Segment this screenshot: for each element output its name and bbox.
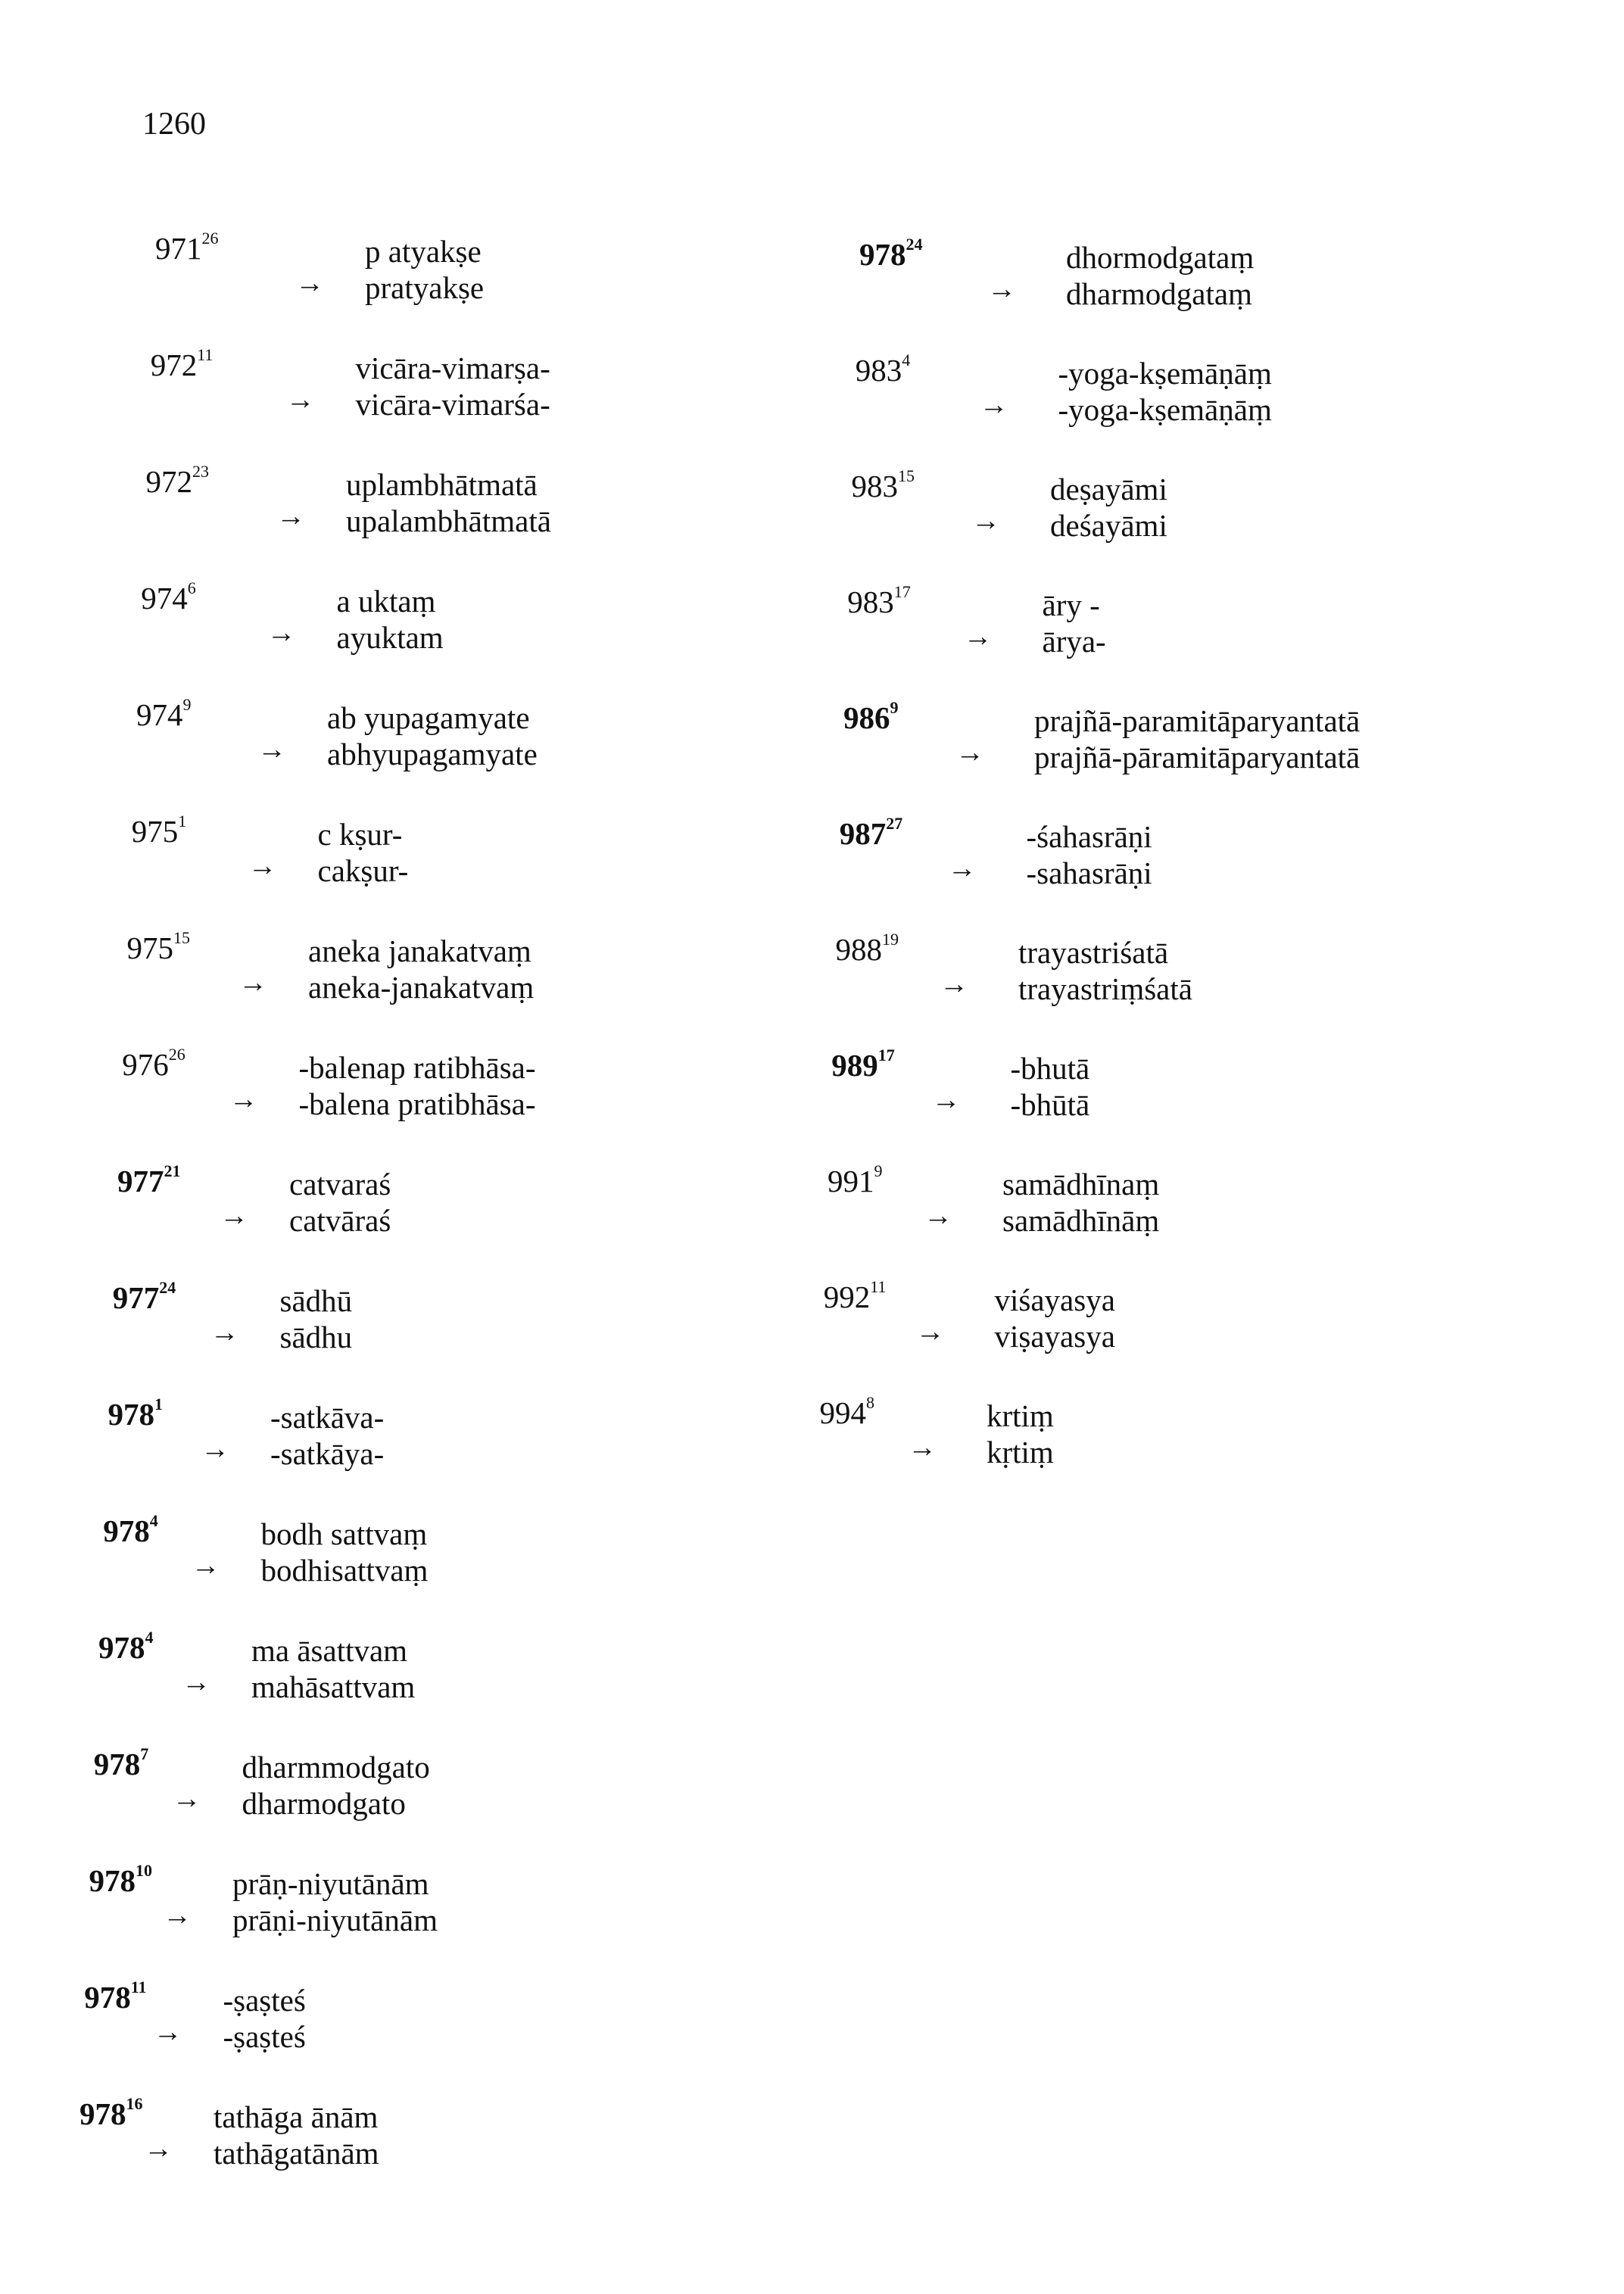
page-ref-number: 983 xyxy=(847,584,894,619)
correction-arrow-icon: → xyxy=(163,1900,192,1931)
page-line-reference xyxy=(847,584,911,620)
corrected-reading: mahāsattvam xyxy=(251,1669,416,1704)
page-line-reference xyxy=(852,468,915,504)
page-line-reference xyxy=(117,1163,181,1199)
page-ref-number: 976 xyxy=(122,1047,169,1082)
corrected-reading: upalambhātmatā xyxy=(346,503,551,538)
page-line-reference xyxy=(136,697,192,733)
page-ref-number: 983 xyxy=(855,353,902,388)
page-line-reference xyxy=(843,700,899,736)
erroneous-reading: uplambhātmatā xyxy=(346,467,538,502)
page-ref-number: 983 xyxy=(851,469,898,503)
line-ref-superscript: 9 xyxy=(874,1161,883,1180)
line-ref-superscript: 6 xyxy=(187,578,196,597)
corrected-reading: ārya- xyxy=(1042,624,1106,659)
line-ref-superscript: 21 xyxy=(164,1161,181,1180)
correction-arrow-icon: → xyxy=(257,734,286,765)
line-ref-superscript: 24 xyxy=(906,235,923,254)
page-line-reference xyxy=(84,1979,146,2015)
correction-arrow-icon: → xyxy=(276,500,305,532)
page-line-reference xyxy=(89,1862,153,1899)
line-ref-superscript: 1 xyxy=(178,812,187,831)
correction-arrow-icon: → xyxy=(924,1200,952,1232)
page-ref-number: 975 xyxy=(131,814,179,849)
erroneous-reading: dhormodgataṃ xyxy=(1066,240,1255,275)
line-ref-superscript: 10 xyxy=(136,1861,152,1880)
corrected-reading: -satkāya- xyxy=(270,1436,385,1471)
correction-arrow-icon: → xyxy=(248,850,277,882)
erroneous-reading: -ṣaṣteś xyxy=(223,1983,306,2018)
line-ref-superscript: 15 xyxy=(173,928,190,947)
page-ref-number: 978 xyxy=(89,1863,136,1898)
page-ref-number: 978 xyxy=(108,1397,154,1432)
page-line-reference xyxy=(836,931,899,968)
page-line-reference xyxy=(824,1279,887,1315)
corrected-reading: catvāraś xyxy=(289,1203,391,1238)
corrected-reading: kṛtiṃ xyxy=(987,1435,1054,1470)
correction-arrow-icon: → xyxy=(267,617,296,649)
page-ref-number: 986 xyxy=(843,700,890,735)
erroneous-reading: dharmmodgato xyxy=(242,1750,430,1784)
correction-arrow-icon: → xyxy=(201,1433,229,1465)
line-ref-superscript: 26 xyxy=(201,229,219,248)
correction-arrow-icon: → xyxy=(915,1316,945,1348)
correction-arrow-icon: → xyxy=(220,1200,248,1232)
corrected-reading: -yoga-kṣemāṇāṃ xyxy=(1058,392,1272,427)
erroneous-reading: a uktaṃ xyxy=(336,584,436,619)
page-line-reference xyxy=(141,580,196,616)
page-line-reference xyxy=(840,815,903,852)
page-line-reference xyxy=(113,1279,176,1316)
line-ref-superscript: 8 xyxy=(866,1393,874,1412)
line-ref-superscript: 7 xyxy=(140,1744,149,1763)
correction-arrow-icon: → xyxy=(955,737,984,768)
line-ref-superscript: 4 xyxy=(149,1511,158,1530)
correction-arrow-icon: → xyxy=(947,852,977,884)
page-line-reference xyxy=(94,1746,149,1782)
page-line-reference xyxy=(108,1396,164,1432)
erroneous-reading: -satkāva- xyxy=(270,1400,385,1435)
line-ref-superscript: 24 xyxy=(159,1278,176,1297)
page-line-reference xyxy=(828,1163,883,1199)
correction-arrow-icon: → xyxy=(210,1317,239,1348)
correction-arrow-icon: → xyxy=(285,384,315,416)
correction-arrow-icon: → xyxy=(172,1783,201,1815)
corrected-reading: deśayāmi xyxy=(1050,508,1167,543)
corrected-reading: -balena pratibhāsa- xyxy=(298,1086,536,1121)
correction-arrow-icon: → xyxy=(908,1432,937,1463)
page-ref-number: 975 xyxy=(126,930,173,965)
corrected-reading: vicāra-vimarśa- xyxy=(355,387,550,422)
page-line-reference xyxy=(122,1046,185,1083)
page-ref-number: 988 xyxy=(835,932,882,967)
page-line-reference xyxy=(127,930,191,966)
page-ref-number: 989 xyxy=(831,1048,878,1083)
page-ref-number: 994 xyxy=(819,1395,866,1430)
page-ref-number: 987 xyxy=(839,816,887,851)
correction-arrow-icon: → xyxy=(191,1550,220,1582)
page-ref-number: 977 xyxy=(112,1280,160,1315)
page-ref-number: 977 xyxy=(117,1164,164,1198)
page-ref-number: 978 xyxy=(98,1630,145,1665)
corrected-reading: aneka-janakatvaṃ xyxy=(308,970,535,1005)
page-ref-number: 991 xyxy=(828,1164,874,1198)
correction-arrow-icon: → xyxy=(144,2133,173,2165)
line-ref-superscript: 9 xyxy=(890,698,899,717)
page-ref-number: 978 xyxy=(103,1513,150,1548)
line-ref-superscript: 26 xyxy=(168,1045,185,1064)
corrected-reading: -bhūtā xyxy=(1010,1087,1090,1122)
line-ref-superscript: 9 xyxy=(182,695,192,714)
corrected-reading: -ṣaṣteś xyxy=(223,2019,306,2054)
correction-arrow-icon: → xyxy=(979,389,1008,421)
erroneous-reading: bodh sattvaṃ xyxy=(260,1516,428,1551)
correction-arrow-icon: → xyxy=(971,505,1000,537)
corrected-reading: prāṇi-niyutānām xyxy=(232,1903,438,1937)
corrected-reading: viṣayasya xyxy=(994,1319,1115,1354)
correction-arrow-icon: → xyxy=(963,621,993,653)
page-ref-number: 971 xyxy=(155,231,202,266)
line-ref-superscript: 11 xyxy=(870,1277,887,1296)
erroneous-reading: tathāga ānām xyxy=(214,2099,379,2134)
corrected-reading: cakṣur- xyxy=(317,853,409,888)
correction-arrow-icon: → xyxy=(940,968,968,1000)
page-line-reference xyxy=(103,1513,158,1549)
erroneous-reading: krtiṃ xyxy=(987,1398,1054,1433)
page-number: 1260 xyxy=(142,107,206,142)
line-ref-superscript: 1 xyxy=(154,1395,163,1413)
line-ref-superscript: 23 xyxy=(192,462,209,481)
erroneous-reading: catvaraś xyxy=(289,1167,391,1202)
erroneous-reading: aneka janakatvaṃ xyxy=(308,933,531,968)
line-ref-superscript: 4 xyxy=(902,351,911,369)
erroneous-reading: ab yupagamyate xyxy=(327,700,530,735)
page-line-reference xyxy=(146,463,210,500)
line-ref-superscript: 15 xyxy=(898,466,915,485)
page-ref-number: 978 xyxy=(79,2096,126,2131)
corrected-reading: bodhisattvaṃ xyxy=(260,1553,429,1588)
correction-arrow-icon: → xyxy=(295,267,324,299)
page-line-reference xyxy=(151,347,214,383)
correction-arrow-icon: → xyxy=(987,273,1016,305)
correction-arrow-icon: → xyxy=(153,2016,182,2048)
correction-arrow-icon: → xyxy=(238,967,267,999)
erroneous-reading: vicāra-vimarṣa- xyxy=(355,351,550,385)
erroneous-reading: -bhutā xyxy=(1010,1051,1090,1086)
page-ref-number: 974 xyxy=(136,697,183,732)
page-ref-number: 978 xyxy=(93,1747,141,1781)
corrected-reading: tathāgatānām xyxy=(214,2136,379,2171)
erroneous-reading: p atyakṣe xyxy=(365,234,482,269)
corrected-reading: dharmodgataṃ xyxy=(1066,276,1252,311)
corrected-reading: sādhu xyxy=(279,1320,353,1354)
page-ref-number: 978 xyxy=(84,1980,131,2015)
line-ref-superscript: 27 xyxy=(886,814,903,833)
erroneous-reading: -balenap ratibhāsa- xyxy=(298,1050,536,1085)
page-line-reference xyxy=(859,236,923,273)
line-ref-superscript: 4 xyxy=(145,1628,154,1647)
page-line-reference xyxy=(856,352,911,388)
page-line-reference xyxy=(79,2096,143,2132)
corrected-reading: ayuktam xyxy=(336,620,444,655)
erroneous-reading: c kṣur- xyxy=(317,817,403,852)
line-ref-superscript: 16 xyxy=(126,2094,143,2113)
erroneous-reading: sādhū xyxy=(279,1283,353,1318)
page-ref-number: 974 xyxy=(141,581,188,616)
erroneous-reading: samādhīnaṃ xyxy=(1002,1167,1160,1202)
corrected-reading: abhyupagamyate xyxy=(327,737,538,771)
erroneous-reading: viśayasya xyxy=(994,1283,1115,1317)
corrected-reading: dharmodgato xyxy=(242,1786,406,1821)
erroneous-reading: trayastriśatā xyxy=(1018,935,1169,970)
page-line-reference xyxy=(132,813,187,849)
page-line-reference xyxy=(155,230,219,266)
line-ref-superscript: 11 xyxy=(197,345,214,364)
page-line-reference xyxy=(831,1047,895,1083)
page-ref-number: 972 xyxy=(145,464,192,499)
page-ref-number: 972 xyxy=(150,348,198,382)
erroneous-reading: prāṇ-niyutānām xyxy=(232,1866,429,1901)
erroneous-reading: prajñā-paramitāparyantatā xyxy=(1034,703,1361,738)
line-ref-superscript: 19 xyxy=(882,930,899,949)
correction-arrow-icon: → xyxy=(931,1084,961,1116)
correction-arrow-icon: → xyxy=(229,1083,258,1115)
erroneous-reading: āry - xyxy=(1042,588,1100,622)
line-ref-superscript: 17 xyxy=(893,582,911,601)
erroneous-reading: deṣayāmi xyxy=(1050,472,1167,506)
page-ref-number: 992 xyxy=(823,1279,871,1314)
line-ref-superscript: 17 xyxy=(877,1046,895,1064)
page-ref-number: 978 xyxy=(859,237,906,272)
correction-arrow-icon: → xyxy=(182,1666,210,1698)
erroneous-reading: ma āsattvam xyxy=(251,1633,408,1668)
erroneous-reading: -yoga-kṣemāṇāṃ xyxy=(1058,356,1272,391)
erroneous-reading: -śahasrāṇi xyxy=(1026,819,1152,854)
page-line-reference xyxy=(820,1395,875,1431)
corrected-reading: trayastriṃśatā xyxy=(1018,971,1192,1006)
corrected-reading: -sahasrāṇi xyxy=(1026,856,1152,890)
corrected-reading: prajñā-pāramitāparyantatā xyxy=(1034,740,1361,775)
corrected-reading: samādhīnāṃ xyxy=(1002,1203,1160,1238)
corrected-reading: pratyakṣe xyxy=(365,270,485,305)
line-ref-superscript: 11 xyxy=(130,1978,147,1996)
page-line-reference xyxy=(98,1629,154,1666)
